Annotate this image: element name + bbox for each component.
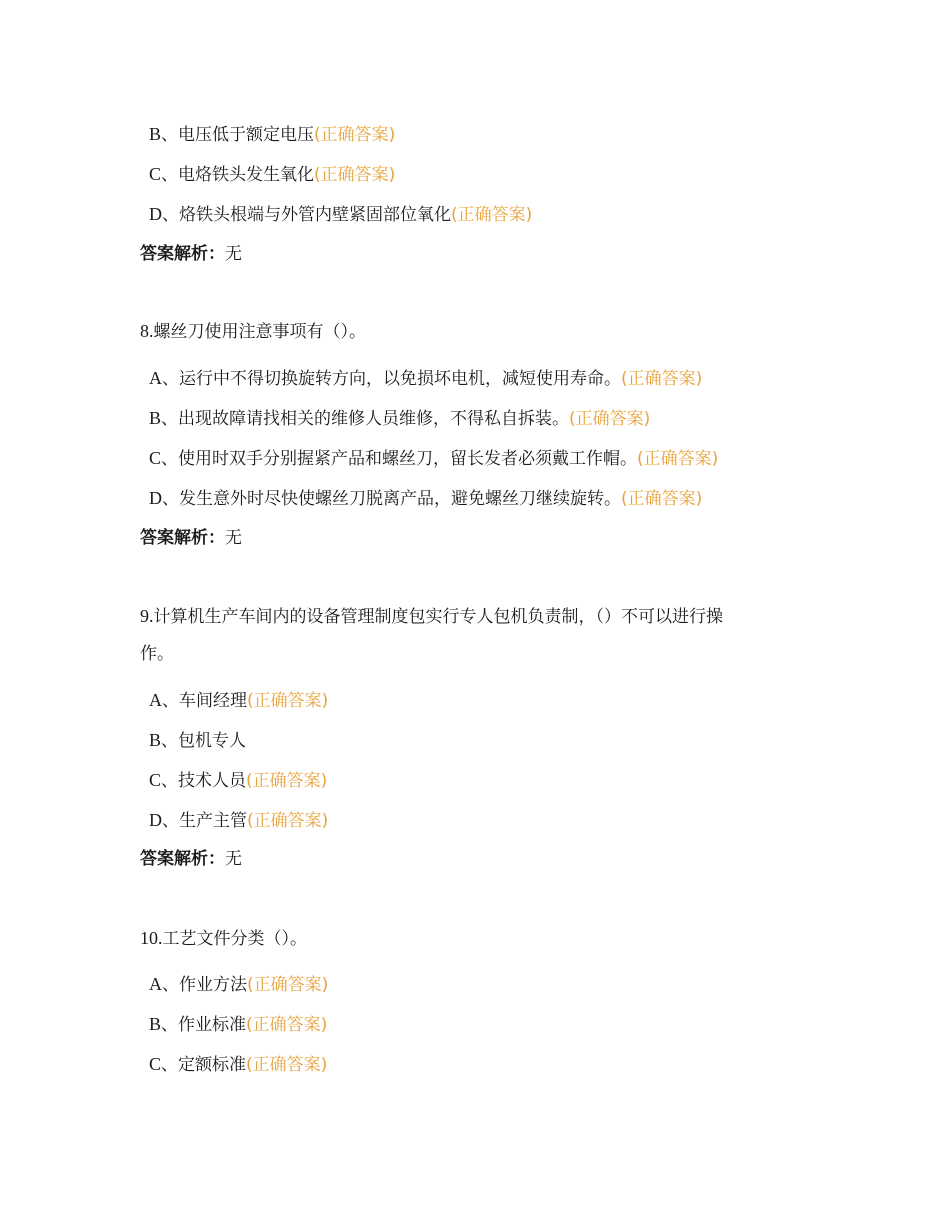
option-letter: C [149,164,162,184]
option-text: 烙铁头根端与外管内壁紧固部位氧化 [179,205,451,225]
q9-option-b [149,728,246,753]
option-text: 生产主管 [179,811,247,831]
q7-option-c [149,162,395,187]
q8-analysis [140,526,242,550]
option-separator: 、 [161,731,179,751]
correct-answer-mark: (正确答案) [637,449,719,469]
question-text: 螺丝刀使用注意事项有（）。 [153,322,366,342]
option-separator: 、 [161,449,179,469]
correct-answer-mark: (正确答案) [314,165,396,185]
option-text: 包机专人 [178,731,247,751]
option-letter: B [149,124,162,144]
option-separator: 、 [162,811,179,831]
option-text: 作业标准 [178,1015,247,1035]
question-text: 工艺文件分类（）。 [162,929,307,949]
analysis-label: 答案解析： [140,244,225,264]
option-separator: 、 [161,125,179,145]
option-letter: D [149,204,162,224]
q9-question [140,604,723,629]
q9-option-d [149,808,328,833]
option-letter: A [149,690,162,710]
q9-option-c [149,768,327,793]
option-separator: 、 [161,165,179,185]
option-separator: 、 [161,771,179,791]
q8-option-a [149,366,702,391]
q10-question [140,926,307,951]
option-text: 定额标准 [178,1055,247,1075]
analysis-label: 答案解析： [140,528,225,548]
q10-option-b [149,1012,327,1037]
question-number: 10. [140,928,163,948]
correct-answer-mark: (正确答案) [247,811,329,831]
option-letter: B [149,408,162,428]
question-text-line1: 计算机生产车间内的设备管理制度包实行专人包机负责制，（）不可以进行操 [153,607,723,627]
correct-answer-mark: (正确答案) [246,771,328,791]
correct-answer-mark: (正确答案) [621,369,703,389]
option-text: 运行中不得切换旋转方向，以免损坏电机，减短使用寿命。 [179,369,621,389]
correct-answer-mark: (正确答案) [247,975,329,995]
option-text: 发生意外时尽快使螺丝刀脱离产品，避免螺丝刀继续旋转。 [179,489,621,509]
question-number: 8. [140,321,154,341]
correct-answer-mark: (正确答案) [451,205,533,225]
q10-option-a [149,972,328,997]
correct-answer-mark: (正确答案) [621,489,703,509]
correct-answer-mark: (正确答案) [247,691,329,711]
option-text: 车间经理 [179,691,247,711]
option-separator: 、 [161,1055,179,1075]
q8-option-b [149,406,650,431]
q8-option-c [149,446,718,471]
analysis-value: 无 [225,849,242,869]
q8-question [140,319,366,344]
analysis-label: 答案解析： [140,849,225,869]
option-text: 技术人员 [178,771,247,791]
option-separator: 、 [162,369,179,389]
option-text: 使用时双手分别握紧产品和螺丝刀，留长发者必须戴工作帽。 [178,449,638,469]
option-letter: A [149,974,162,994]
option-text: 出现故障请找相关的维修人员维修，不得私自拆装。 [178,409,570,429]
option-letter: D [149,488,162,508]
option-separator: 、 [162,975,179,995]
correct-answer-mark: (正确答案) [314,125,396,145]
q7-analysis [140,242,242,266]
q7-option-d [149,202,532,227]
q10-option-c [149,1052,327,1077]
q8-option-d [149,486,702,511]
option-separator: 、 [162,691,179,711]
analysis-value: 无 [225,528,242,548]
q9-analysis [140,847,242,871]
option-text: 电烙铁头发生氧化 [178,165,315,185]
option-letter: C [149,770,162,790]
correct-answer-mark: (正确答案) [246,1015,328,1035]
question-number: 9. [140,606,154,626]
option-letter: C [149,1054,162,1074]
option-separator: 、 [162,205,179,225]
option-separator: 、 [161,409,179,429]
option-letter: D [149,810,162,830]
analysis-value: 无 [225,244,242,264]
option-letter: B [149,1014,162,1034]
q9-question-continued [140,642,174,666]
q7-option-b [149,122,395,147]
option-separator: 、 [161,1015,179,1035]
option-letter: C [149,448,162,468]
option-letter: B [149,730,162,750]
correct-answer-mark: (正确答案) [569,409,651,429]
option-text: 作业方法 [179,975,247,995]
question-text-line2: 作。 [140,644,174,664]
option-text: 电压低于额定电压 [178,125,315,145]
q9-option-a [149,688,328,713]
option-letter: A [149,368,162,388]
option-separator: 、 [162,489,179,509]
correct-answer-mark: (正确答案) [246,1055,328,1075]
